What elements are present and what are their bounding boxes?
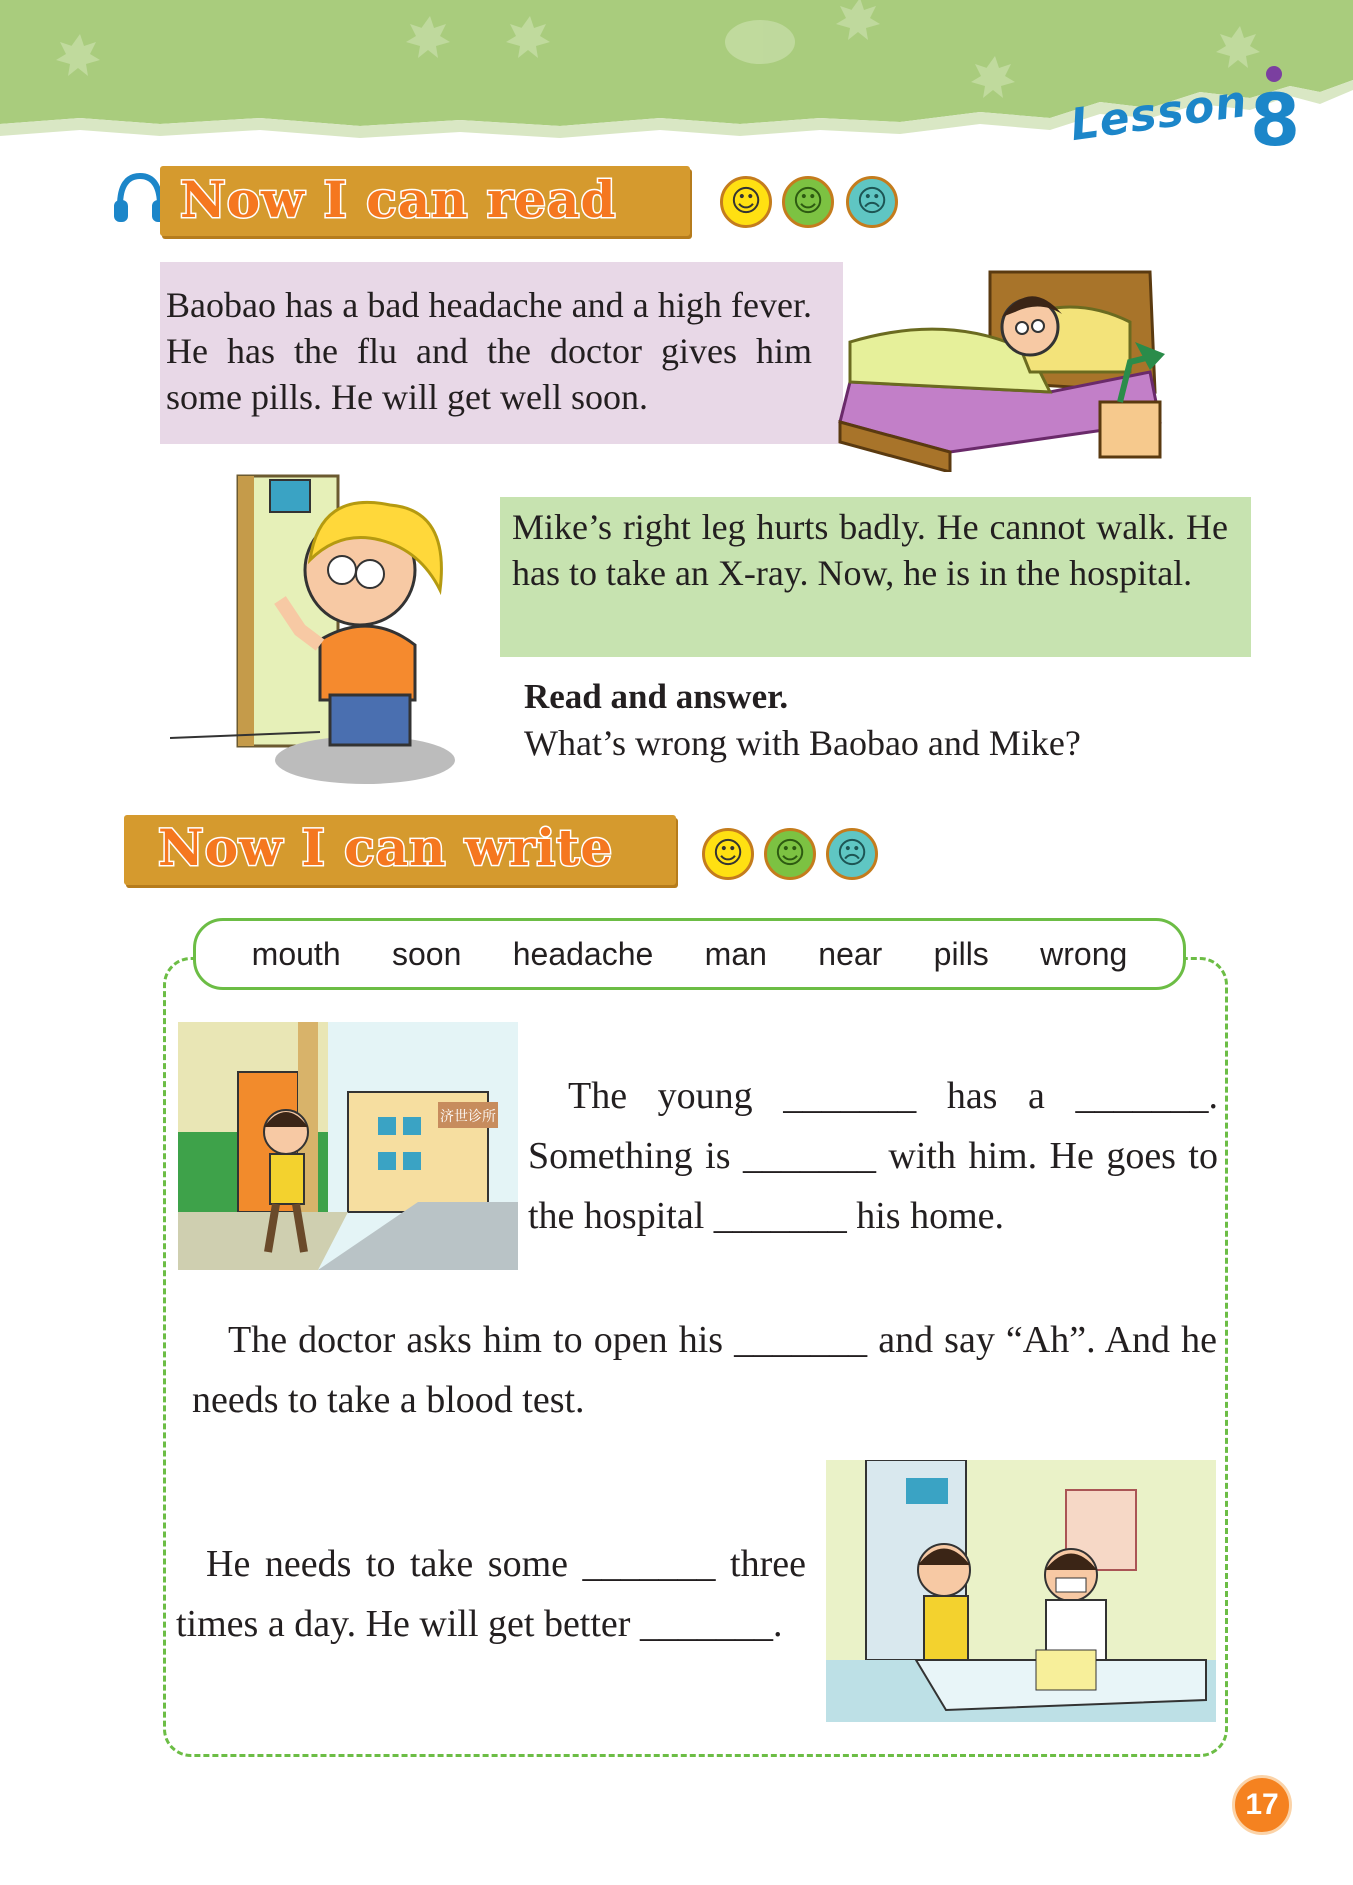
word-bank-item: pills xyxy=(933,935,989,972)
sad-face-icon[interactable]: ☹ xyxy=(826,828,878,880)
word-bank-item: headache xyxy=(512,935,654,972)
write-section-title: Now I can write xyxy=(158,818,614,877)
fill-blank-text-2: The doctor asks him to open his _______ and say “Ah”. And he needs to take a blood test. xyxy=(192,1319,1217,1421)
word-bank-item: wrong xyxy=(1040,935,1128,972)
boy-in-bed-illustration xyxy=(830,262,1220,472)
lesson-number: 8 xyxy=(1250,78,1301,162)
fill-blank-text-3: He needs to take some _______ three times a day. He will get better _______. xyxy=(176,1543,806,1645)
sad-face-icon[interactable]: ☹ xyxy=(846,176,898,228)
word-bank-item: mouth xyxy=(251,935,341,972)
doctor-visit-illustration xyxy=(826,1460,1216,1722)
neutral-face-icon[interactable]: ☺ xyxy=(782,176,834,228)
fill-blank-text-1: The young _______ has a _______. Something is _______ with him. He goes to the hospital _______ his home. xyxy=(528,1075,1218,1237)
lesson-label: Lesson xyxy=(1067,75,1251,152)
word-bank-item: soon xyxy=(391,935,462,972)
street-scene-illustration xyxy=(178,1022,518,1270)
read-and-answer-heading: Read and answer. xyxy=(524,677,789,716)
clinic-sign: 济世诊所 xyxy=(440,1109,496,1125)
word-bank-item: man xyxy=(704,935,767,972)
neutral-face-icon[interactable]: ☺ xyxy=(764,828,816,880)
happy-face-icon[interactable]: ☺ xyxy=(720,176,772,228)
reading-passage-1: Baobao has a bad headache and a high fever. He has the flu and the doctor gives him some pills. He will get well soon. xyxy=(166,285,812,417)
happy-face-icon[interactable]: ☺ xyxy=(702,828,754,880)
read-question: What’s wrong with Baobao and Mike? xyxy=(524,723,1081,763)
reading-passage-2: Mike’s right leg hurts badly. He cannot walk. He has to take an X-ray. Now, he is in the hospital. xyxy=(512,507,1228,593)
read-section-title: Now I can read xyxy=(180,170,617,229)
word-bank xyxy=(193,918,1186,990)
word-bank-item: near xyxy=(818,935,883,972)
boy-leg-hurt-illustration xyxy=(170,470,510,790)
page-number: 17 xyxy=(1232,1775,1292,1835)
